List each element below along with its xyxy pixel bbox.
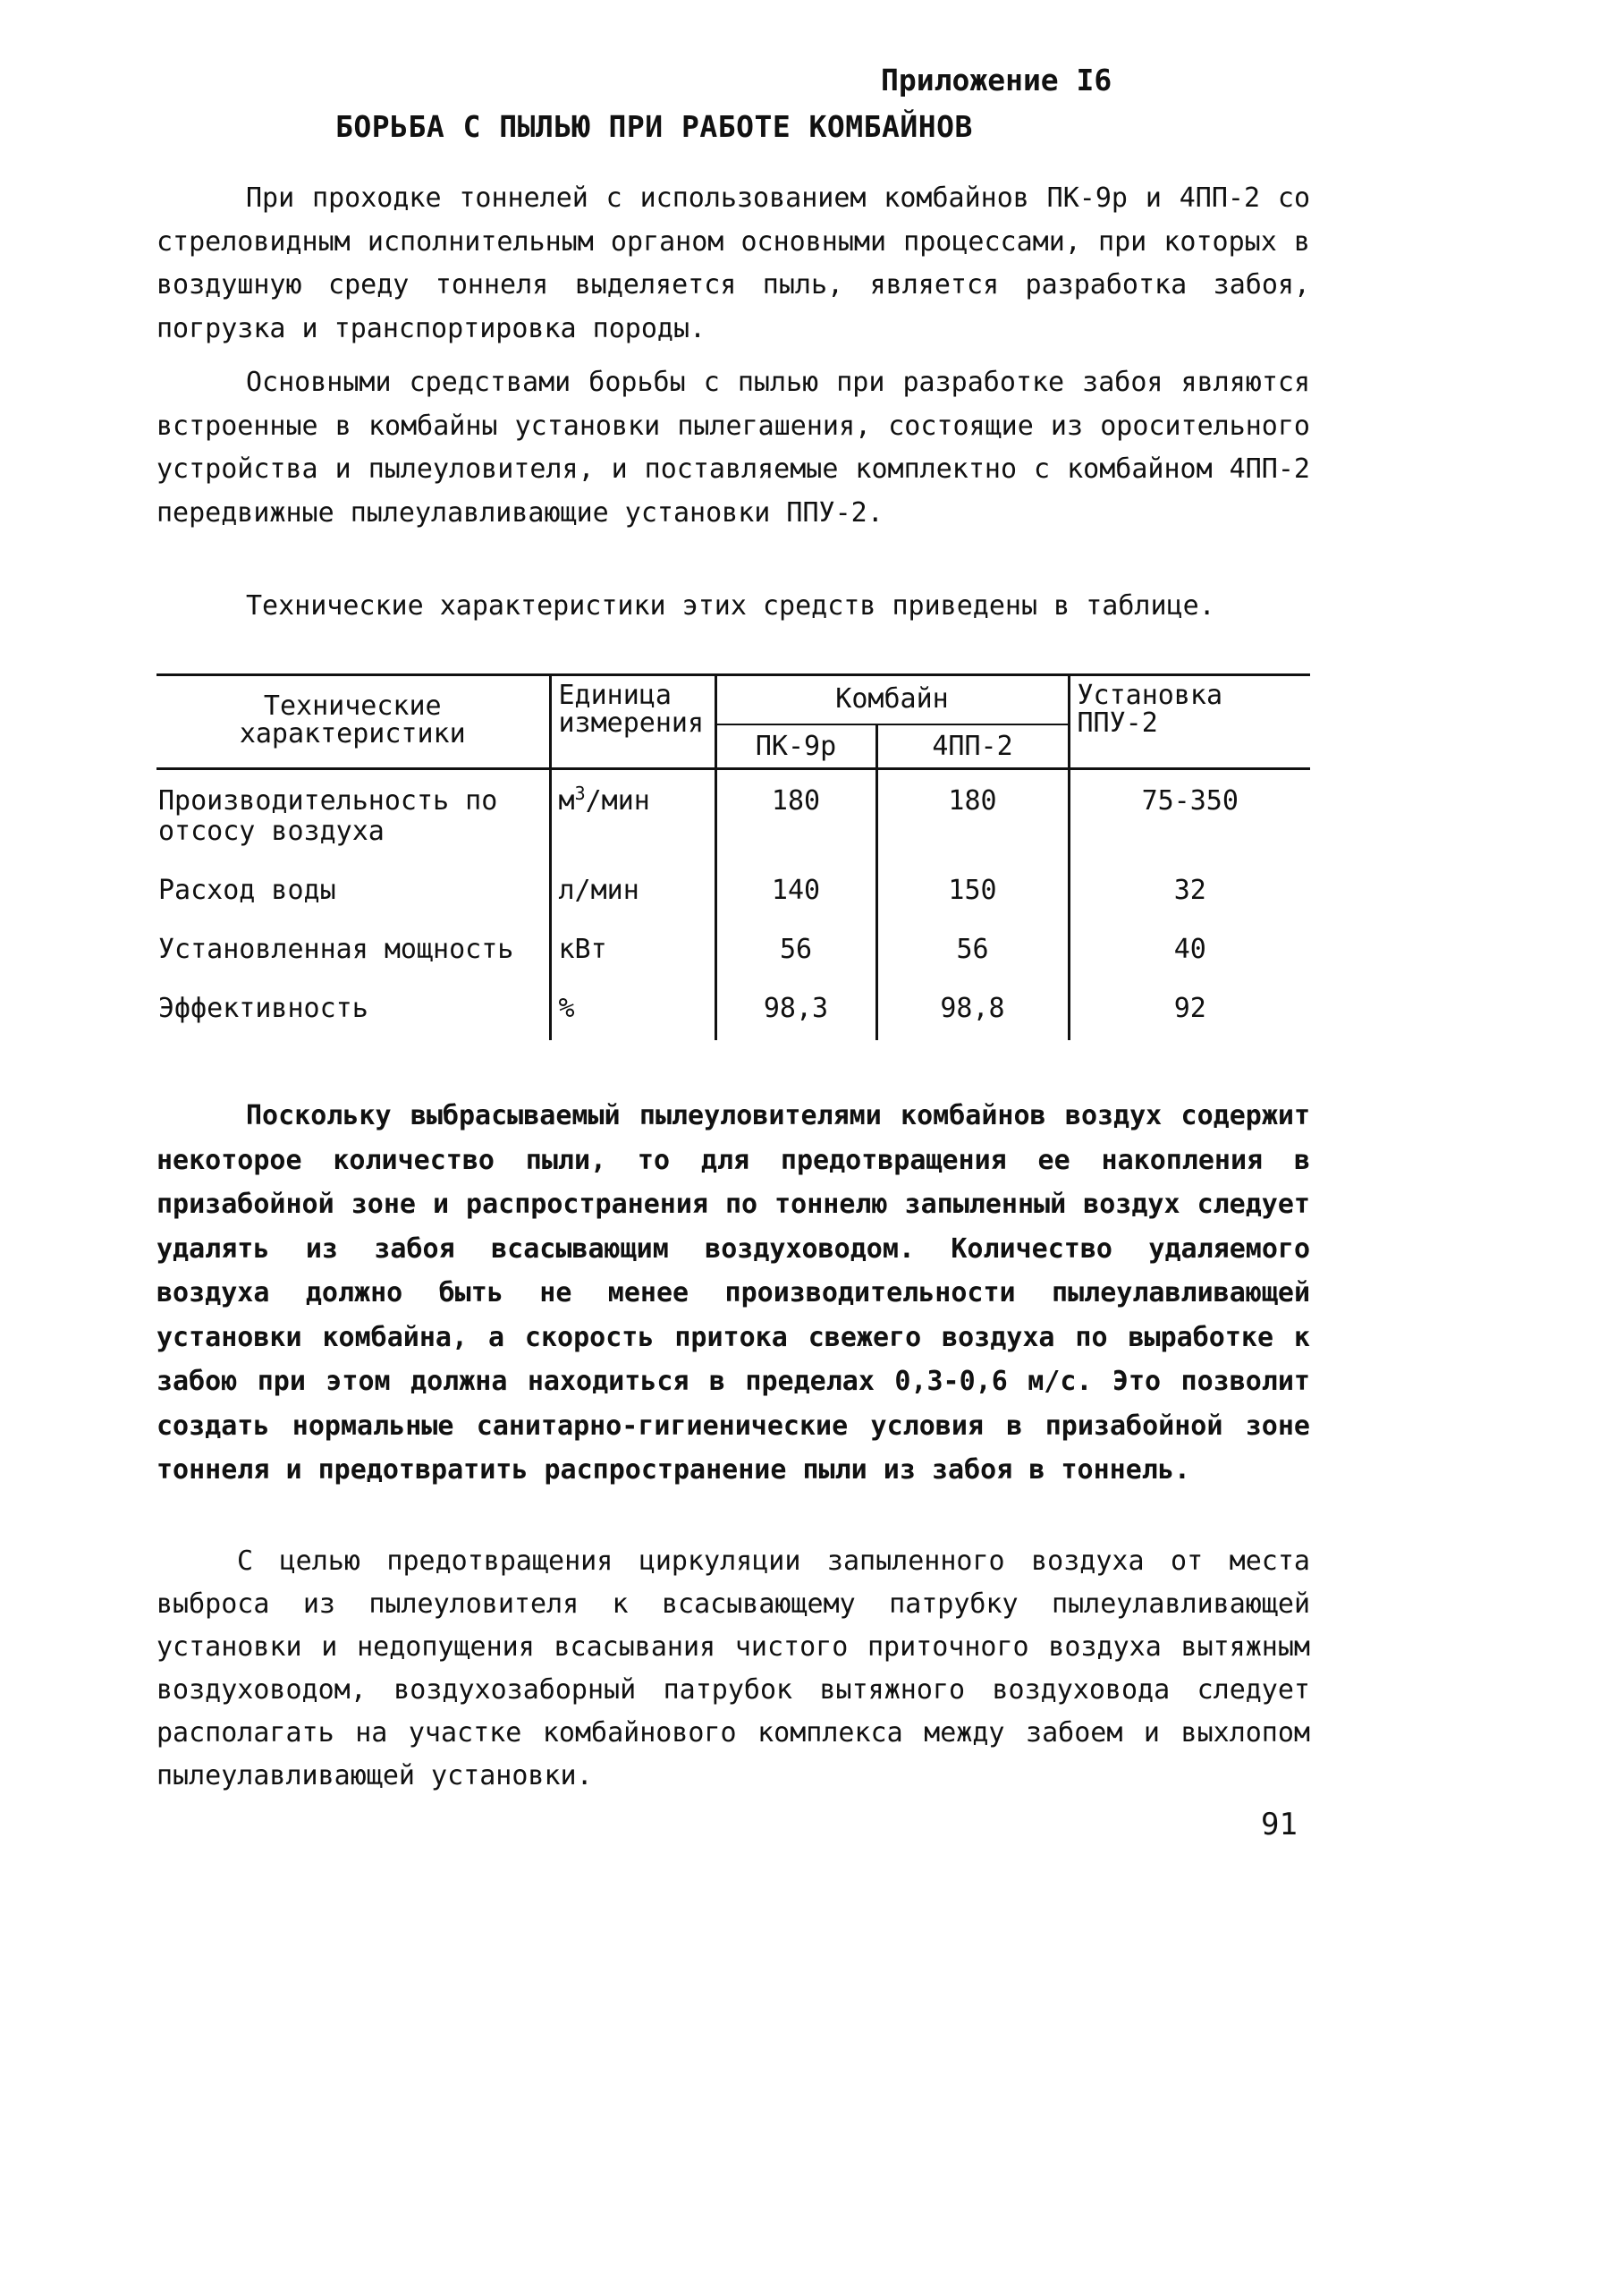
header-combine: Комбайн — [715, 675, 1069, 725]
header-ppu: Установка ППУ-2 — [1069, 675, 1310, 769]
row-name: Установленная мощность — [158, 934, 514, 965]
ventilation-paragraph-block — [156, 1094, 1310, 1493]
row-4pp2: 150 — [876, 858, 1069, 917]
paragraph-2: Основными средствами борьбы с пылью при разработке забоя являются встроенные в комбайны установки пылегашения, состоящие из оросительного устройства и пылеуловителя, и поставляемые комплектно с комбайном 4ПП-2 передвижные пылеулавливающие установки ППУ-2. — [156, 367, 1310, 529]
page-title: БОРЬБА С ПЫЛЬЮ ПРИ РАБОТЕ КОМБАЙНОВ — [335, 109, 973, 144]
page-number: 91 — [1261, 1807, 1298, 1842]
paragraph-5: С целью предотвращения циркуляции запыленного воздуха от места выброса из пылеуловителя к всасывающему патрубку пылеулавливающей установки и недопущения всасывания чистого приточного воздуха вытяжным воздуховодом, воздухозаборный патрубок вытяжного воздуховода следует располагать на участке комбайнового комплекса между забоем и выхлопом пылеулавливающей установки. — [156, 1545, 1310, 1791]
row-ppu: 92 — [1069, 976, 1310, 1040]
row-unit: $м^3$/мин — [550, 769, 715, 859]
row-name: Производительность по отсосу воздуха — [158, 785, 498, 847]
header-characteristics: Технические характеристики — [156, 675, 550, 769]
table-row — [156, 917, 1310, 976]
row-pk9r: 140 — [715, 858, 876, 917]
means-paragraph — [156, 361, 1310, 535]
specs-table — [156, 673, 1310, 1040]
row-ppu: 32 — [1069, 858, 1310, 917]
row-4pp2: 98,8 — [876, 976, 1069, 1040]
row-pk9r: 56 — [715, 917, 876, 976]
paragraph-1: При проходке тоннелей с использованием комбайнов ПК-9р и 4ПП-2 со стреловидным исполнительным органом основными процессами, при которых в воздушную среду тоннеля выделяется пыль, является разработка забоя, погрузка и транспортировка породы. — [156, 182, 1310, 344]
row-pk9r: 180 — [715, 769, 876, 859]
row-4pp2: 56 — [876, 917, 1069, 976]
row-4pp2: 180 — [876, 769, 1069, 859]
appendix-label: Приложение I6 — [881, 63, 1112, 97]
row-unit: % — [550, 976, 715, 1040]
paragraph-4: Поскольку выбрасываемый пылеуловителями комбайнов воздух содержит некоторое количество пыли, то для предотвращения ее накопления в призабойной зоне и распространения по тоннелю запыленный воздух следует удалять из забоя всасывающим воздуховодом. Количество удаляемого воздуха должно быть не менее производительности пылеулавливающей установки комбайна, а скорость притока свежего воздуха по выработке к забою при этом должна находиться в пределах 0,3-0,6 м/с. Это позволит создать нормальные санитарно-гигиенические условия в призабойной зоне тоннеля и предотвратить распространение пыли из забоя в тоннель. — [156, 1100, 1310, 1486]
specs-table-container — [156, 673, 1310, 1040]
table-row — [156, 976, 1310, 1040]
header-pk9r: ПК-9р — [715, 724, 876, 769]
row-ppu: 40 — [1069, 917, 1310, 976]
row-unit: кВт — [550, 917, 715, 976]
table-row — [156, 858, 1310, 917]
header-4pp2: 4ПП-2 — [876, 724, 1069, 769]
row-pk9r: 98,3 — [715, 976, 876, 1040]
circulation-paragraph-block — [156, 1540, 1310, 1798]
paragraph-3: Технические характеристики этих средств приведены в таблице. — [246, 590, 1215, 622]
header-unit: Единица измерения — [550, 675, 715, 769]
row-ppu: 75-350 — [1069, 769, 1310, 859]
table-row — [156, 769, 1310, 859]
table-intro-paragraph — [156, 585, 1310, 629]
row-name: Эффективность — [158, 993, 368, 1024]
row-name: Расход воды — [158, 875, 336, 906]
row-unit: л/мин — [550, 858, 715, 917]
intro-paragraph — [156, 177, 1310, 351]
